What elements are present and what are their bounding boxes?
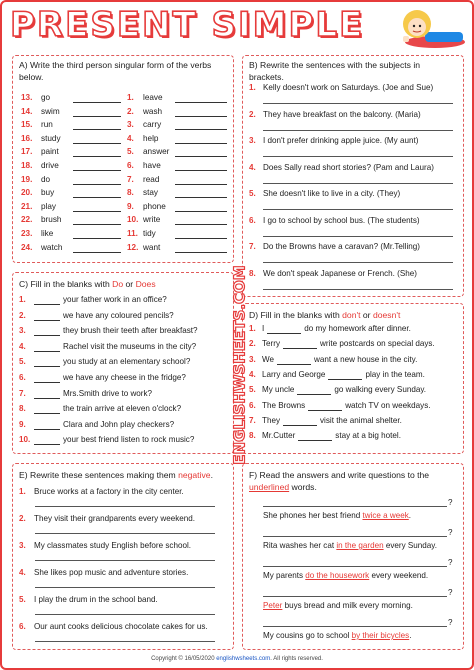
sentence-rest: want a new house in the city. [314, 354, 418, 364]
footer-link[interactable]: englishwsheets.com [216, 656, 271, 662]
verb-row [127, 147, 227, 157]
item-number: 2. [127, 106, 134, 116]
item-number: 5. [127, 147, 134, 157]
sentence-text: your best friend listen to rock music? [63, 435, 195, 445]
fill-item [19, 311, 227, 321]
section-f-instruction-pre: F) Read the answers and write questions to the [249, 470, 430, 480]
verb: want [143, 242, 161, 252]
section-d-instruction [249, 310, 457, 322]
item-number: 24. [21, 242, 33, 252]
item-number: 6. [249, 215, 256, 225]
answer-sentence [263, 541, 457, 551]
fill-item [19, 326, 227, 336]
sentence-text: Do the Browns have a caravan? (Mr.Telling) [263, 242, 421, 251]
verb: watch [41, 242, 63, 252]
sentence-text: Kelly doesn't work on Saturdays. (Joe and Sue) [263, 83, 434, 92]
sentence-text: Does Sally read short stories? (Pam and Laura) [263, 162, 434, 172]
section-e-instruction-pre: E) Rewrite these sentences making them [19, 470, 179, 480]
sentence-rest: write postcards on special days. [320, 339, 435, 349]
item-number: 5. [249, 189, 256, 198]
answer-line[interactable] [35, 506, 215, 507]
sentence-text: She likes pop music and adventure stories. [34, 568, 189, 577]
sentence-rest: do my homework after dinner. [304, 324, 411, 333]
sentence-subject: Larry and George [262, 369, 326, 379]
answer-blank[interactable] [175, 136, 227, 144]
item-number: 7. [249, 242, 256, 251]
answer-blank[interactable] [175, 95, 227, 103]
sentence-item [19, 595, 227, 605]
item-number: 16. [21, 133, 33, 143]
item-number: 1. [19, 487, 26, 496]
answer-post: . [408, 511, 412, 520]
sentence-item [249, 83, 457, 93]
item-number: 9. [127, 201, 134, 211]
verb-row [21, 161, 121, 171]
section-b [242, 55, 464, 297]
answer-pre: My parents [263, 571, 306, 580]
answer-blank[interactable] [34, 344, 60, 352]
fill-item [19, 404, 227, 414]
answer-blank[interactable] [175, 122, 227, 130]
or-word: or [123, 279, 136, 289]
verb-row [127, 161, 227, 171]
answer-blank[interactable] [34, 406, 60, 414]
answer-post: every weekend. [369, 571, 429, 580]
fill-item [249, 324, 457, 334]
answer-blank[interactable] [298, 433, 332, 441]
verb-row [21, 147, 121, 157]
answer-blank[interactable] [34, 375, 60, 383]
does-word: Does [135, 279, 156, 289]
answer-line[interactable] [263, 262, 453, 263]
underlined-phrase: Peter [263, 601, 283, 610]
question-mark: ? [448, 498, 453, 507]
item-number: 4. [19, 341, 26, 351]
verb-row [127, 120, 227, 130]
sentence-rest: watch TV on weekdays. [345, 400, 431, 410]
sentence-item [249, 189, 457, 199]
answer-blank[interactable] [277, 357, 311, 365]
answer-blank[interactable] [175, 109, 227, 117]
answer-blank[interactable] [175, 190, 227, 198]
sentence-text: we have any coloured pencils? [63, 310, 174, 320]
fill-item [19, 435, 227, 445]
sentence-text: Bruce works at a factory in the city center. [34, 487, 184, 496]
doesnt-word: doesn't [372, 310, 401, 320]
verb: drive [41, 161, 59, 170]
verb-row [21, 229, 121, 239]
verb: stay [143, 188, 159, 198]
item-number: 1. [249, 324, 256, 333]
sentence-item [249, 242, 457, 252]
item-number: 1. [19, 295, 26, 304]
item-number: 3. [19, 541, 26, 550]
item-number: 6. [19, 373, 26, 382]
item-number: 3. [19, 326, 26, 336]
answer-blank[interactable] [73, 217, 121, 225]
section-e-instruction-post: . [210, 470, 213, 480]
answer-blank[interactable] [73, 122, 121, 130]
sentence-item [249, 269, 457, 279]
item-number: 11. [127, 229, 138, 238]
verb: paint [41, 147, 59, 157]
item-number: 3. [249, 354, 256, 364]
sentence-rest: play in the team. [365, 369, 425, 379]
item-number: 7. [127, 174, 134, 184]
answer-blank[interactable] [308, 403, 342, 411]
fill-item [249, 431, 457, 441]
section-e-instruction [19, 470, 227, 482]
verb: write [143, 215, 161, 225]
item-number: 22. [21, 215, 33, 225]
dont-word: don't [342, 310, 361, 320]
answer-blank[interactable] [175, 204, 227, 212]
answer-blank[interactable] [34, 391, 60, 399]
answer-blank[interactable] [73, 190, 121, 198]
answer-pre: Rita washes her cat [263, 541, 337, 550]
answer-line[interactable] [263, 130, 453, 131]
question-mark: ? [448, 558, 453, 567]
verb-row [127, 175, 227, 185]
underlined-phrase: in the garden [336, 541, 384, 550]
section-a [12, 55, 234, 263]
answer-blank[interactable] [73, 149, 121, 157]
item-number: 4. [127, 133, 134, 143]
item-number: 6. [127, 161, 134, 170]
answer-blank[interactable] [34, 328, 60, 336]
sentence-item [19, 541, 227, 551]
sentence-subject: We [262, 354, 274, 364]
answer-line[interactable] [263, 103, 453, 104]
verb-row [127, 93, 227, 103]
sentence-text: She doesn't like to live in a city. (They) [263, 189, 401, 198]
answer-blank[interactable] [283, 418, 317, 426]
question-line[interactable] [263, 506, 447, 507]
fill-item [19, 357, 227, 367]
sentence-subject: I [262, 324, 265, 333]
item-number: 18. [21, 161, 33, 170]
answer-line[interactable] [263, 289, 453, 290]
verb: wash [143, 106, 163, 116]
fill-item [249, 385, 457, 395]
sentence-text: they brush their teeth after breakfast? [63, 326, 198, 336]
item-number: 3. [249, 136, 256, 145]
item-number: 5. [19, 595, 26, 604]
answer-blank[interactable] [34, 437, 60, 445]
item-number: 8. [19, 404, 26, 414]
sentence-item [19, 514, 227, 524]
answer-blank[interactable] [328, 372, 362, 380]
item-number: 14. [21, 106, 33, 116]
sentence-text: you study at an elementary school? [63, 357, 191, 367]
item-number: 6. [19, 622, 26, 631]
section-c-instruction [19, 279, 227, 291]
sentence-item [19, 568, 227, 578]
item-number: 4. [249, 369, 256, 379]
verb: have [143, 161, 161, 170]
answer-blank[interactable] [73, 136, 121, 144]
answer-blank[interactable] [297, 387, 331, 395]
answer-post: every Sunday. [383, 541, 437, 550]
fill-item [249, 355, 457, 365]
answer-blank[interactable] [267, 326, 301, 334]
watermark [229, 245, 251, 485]
answer-blank[interactable] [73, 163, 121, 171]
sentence-text: My classmates study English before school. [34, 541, 191, 550]
sentence-text: They visit their grandparents every weekend. [34, 514, 196, 523]
verb: run [41, 120, 53, 130]
item-number: 12. [127, 242, 139, 252]
answer-blank[interactable] [175, 245, 227, 253]
verb-row [21, 120, 121, 130]
answer-blank[interactable] [73, 245, 121, 253]
fill-item [19, 373, 227, 383]
item-number: 5. [249, 385, 256, 395]
section-d-instruction-pre: D) Fill in the blanks with [249, 310, 343, 320]
item-number: 19. [21, 174, 33, 184]
sentence-text: I don't prefer drinking apple juice. (My aunt) [263, 136, 419, 145]
verb: read [143, 174, 160, 184]
answer-blank[interactable] [175, 177, 227, 185]
section-f [242, 463, 464, 650]
item-number: 2. [249, 109, 256, 119]
verb-row [127, 188, 227, 198]
verb-row [127, 215, 227, 225]
question-mark: ? [448, 588, 453, 597]
sentence-item [19, 487, 227, 497]
footer [0, 656, 474, 662]
footer-rights: . All rights reserved. [270, 656, 323, 662]
sentence-text: I go to school by school bus. (The students) [263, 215, 420, 225]
answer-line[interactable] [263, 156, 453, 157]
item-number: 10. [19, 435, 31, 445]
verb-row [21, 107, 121, 117]
item-number: 4. [249, 162, 256, 172]
underlined-phrase: twice a week [362, 511, 409, 520]
answer-blank[interactable] [34, 422, 60, 430]
verb: buy [41, 188, 55, 198]
sentence-subject: Terry [262, 339, 280, 349]
question-line[interactable] [263, 626, 447, 627]
verb: brush [41, 215, 62, 225]
answer-line[interactable] [35, 614, 215, 615]
underlined-phrase: do the housework [305, 571, 370, 580]
sentence-item [249, 163, 457, 173]
verb: do [41, 174, 51, 184]
item-number: 8. [249, 268, 256, 278]
verb-row [127, 107, 227, 117]
sentence-rest: visit the animal shelter. [320, 415, 402, 425]
item-number: 9. [19, 419, 26, 429]
answer-blank[interactable] [73, 204, 121, 212]
answer-line[interactable] [35, 641, 215, 642]
answer-sentence [263, 601, 457, 611]
item-number: 7. [19, 388, 26, 398]
item-number: 8. [249, 431, 256, 441]
item-number: 5. [19, 357, 26, 367]
verb-row [21, 215, 121, 225]
do-word: Do [112, 279, 124, 289]
verb: phone [143, 201, 166, 211]
or-word-d: or [360, 310, 373, 320]
answer-post: buys bread and milk every morning. [282, 601, 413, 610]
answer-line[interactable] [35, 533, 215, 534]
fill-item [249, 339, 457, 349]
verb-row [21, 175, 121, 185]
item-number: 13. [21, 93, 33, 102]
sentence-text: Mrs.Smith drive to work? [63, 388, 153, 398]
answer-blank[interactable] [34, 313, 60, 321]
item-number: 1. [249, 83, 256, 92]
item-number: 3. [127, 120, 134, 130]
verb: help [143, 133, 159, 143]
item-number: 7. [249, 415, 256, 425]
verb: play [41, 201, 57, 211]
section-b-instruction: B) Rewrite the sentences with the subjects in brackets. [249, 60, 421, 82]
verb-row [127, 243, 227, 253]
section-a-instruction: A) Write the third person singular form of the verbs below. [19, 60, 212, 82]
answer-line[interactable] [263, 209, 453, 210]
section-d [242, 303, 464, 454]
sentence-item [249, 216, 457, 226]
fill-item [19, 342, 227, 352]
verb: tidy [143, 229, 156, 238]
sentence-text: Our aunt cooks delicious chocolate cakes for us. [34, 622, 208, 631]
verb: swim [41, 106, 60, 116]
answer-sentence [263, 511, 457, 521]
negative-word: negative [178, 470, 211, 480]
answer-blank[interactable] [175, 163, 227, 171]
sentence-item [249, 136, 457, 146]
verb-row [127, 202, 227, 212]
item-number: 20. [21, 188, 33, 198]
sentence-subject: They [262, 415, 280, 425]
answer-blank[interactable] [175, 217, 227, 225]
answer-blank[interactable] [73, 177, 121, 185]
item-number: 6. [249, 400, 256, 410]
sentence-text: we have any cheese in the fridge? [63, 373, 186, 382]
verb-row [21, 93, 121, 103]
underlined-word: underlined [249, 481, 290, 492]
answer-post: . [409, 631, 412, 640]
verb: go [41, 93, 51, 102]
answer-pre: She phones her best friend [263, 511, 363, 520]
answer-sentence [263, 631, 457, 641]
sentence-item [19, 622, 227, 632]
sentence-subject: My uncle [262, 385, 295, 395]
item-number: 4. [19, 568, 26, 577]
verb-row [127, 229, 227, 239]
question-line[interactable] [263, 596, 447, 597]
fill-item [249, 416, 457, 426]
answer-line[interactable] [35, 560, 215, 561]
answer-blank[interactable] [175, 231, 227, 239]
answer-line[interactable] [263, 183, 453, 184]
answer-blank[interactable] [73, 109, 121, 117]
item-number: 10. [127, 215, 139, 225]
answer-sentence [263, 571, 457, 581]
answer-blank[interactable] [34, 297, 60, 305]
sentence-text: Rachel visit the museums in the city? [63, 341, 197, 351]
item-number: 2. [19, 514, 26, 523]
verb-row [127, 134, 227, 144]
item-number: 2. [19, 310, 26, 320]
verb-row [21, 202, 121, 212]
verb-row [21, 243, 121, 253]
section-c [12, 272, 234, 454]
question-line[interactable] [263, 536, 447, 537]
section-e [12, 463, 234, 650]
sentence-subject: The Browns [262, 400, 306, 410]
sentence-item [249, 110, 457, 120]
verb: like [41, 229, 54, 238]
question-line[interactable] [263, 566, 447, 567]
sentence-text: your father work in an office? [63, 295, 167, 304]
answer-pre: My cousins go to school [263, 631, 352, 640]
answer-blank[interactable] [73, 95, 121, 103]
item-number: 2. [249, 339, 256, 349]
answer-line[interactable] [263, 236, 453, 237]
verb: study [41, 133, 61, 143]
watermark-text: ENGLISHWSHEETS.COM [230, 265, 249, 465]
question-mark: ? [448, 618, 453, 627]
verb: answer [143, 147, 170, 157]
page-title: PRESENT SIMPLE [10, 5, 365, 45]
fill-item [249, 370, 457, 380]
fill-item [249, 401, 457, 411]
item-number: 17. [21, 147, 33, 157]
sentence-rest: stay at a big hotel. [335, 431, 401, 441]
verb-row [21, 188, 121, 198]
verb: carry [143, 120, 162, 130]
answer-line[interactable] [35, 587, 215, 588]
sentence-text: Clara and John play checkers? [63, 419, 175, 429]
girl-illustration [395, 2, 465, 52]
sentence-rest: go walking every Sunday. [334, 385, 427, 395]
question-mark: ? [448, 528, 453, 537]
underlined-phrase: by their bicycles [351, 631, 410, 640]
answer-blank[interactable] [34, 359, 60, 367]
sentence-text: We don't speak Japanese or French. (She) [263, 268, 417, 278]
item-number: 1. [127, 93, 134, 102]
fill-item [19, 389, 227, 399]
fill-item [19, 295, 227, 305]
answer-blank[interactable] [283, 341, 317, 349]
sentence-text: I play the drum in the school band. [34, 595, 158, 604]
sentence-text: They have breakfast on the balcony. (Maria) [263, 109, 421, 119]
footer-copyright: Copyright © 16/05/2020 [151, 656, 217, 662]
answer-blank[interactable] [73, 231, 121, 239]
section-f-instruction-post: words. [289, 481, 317, 492]
section-f-instruction [249, 470, 457, 493]
item-number: 8. [127, 188, 134, 198]
sentence-subject: Mr.Cutter [262, 431, 296, 441]
verb: leave [143, 93, 163, 102]
item-number: 23. [21, 229, 33, 238]
section-c-instruction-pre: C) Fill in the blanks with [19, 279, 113, 289]
item-number: 21. [21, 201, 33, 211]
answer-blank[interactable] [175, 149, 227, 157]
item-number: 15. [21, 120, 33, 130]
fill-item [19, 420, 227, 430]
verb-row [21, 134, 121, 144]
sentence-text: the train arrive at eleven o'clock? [63, 404, 182, 414]
